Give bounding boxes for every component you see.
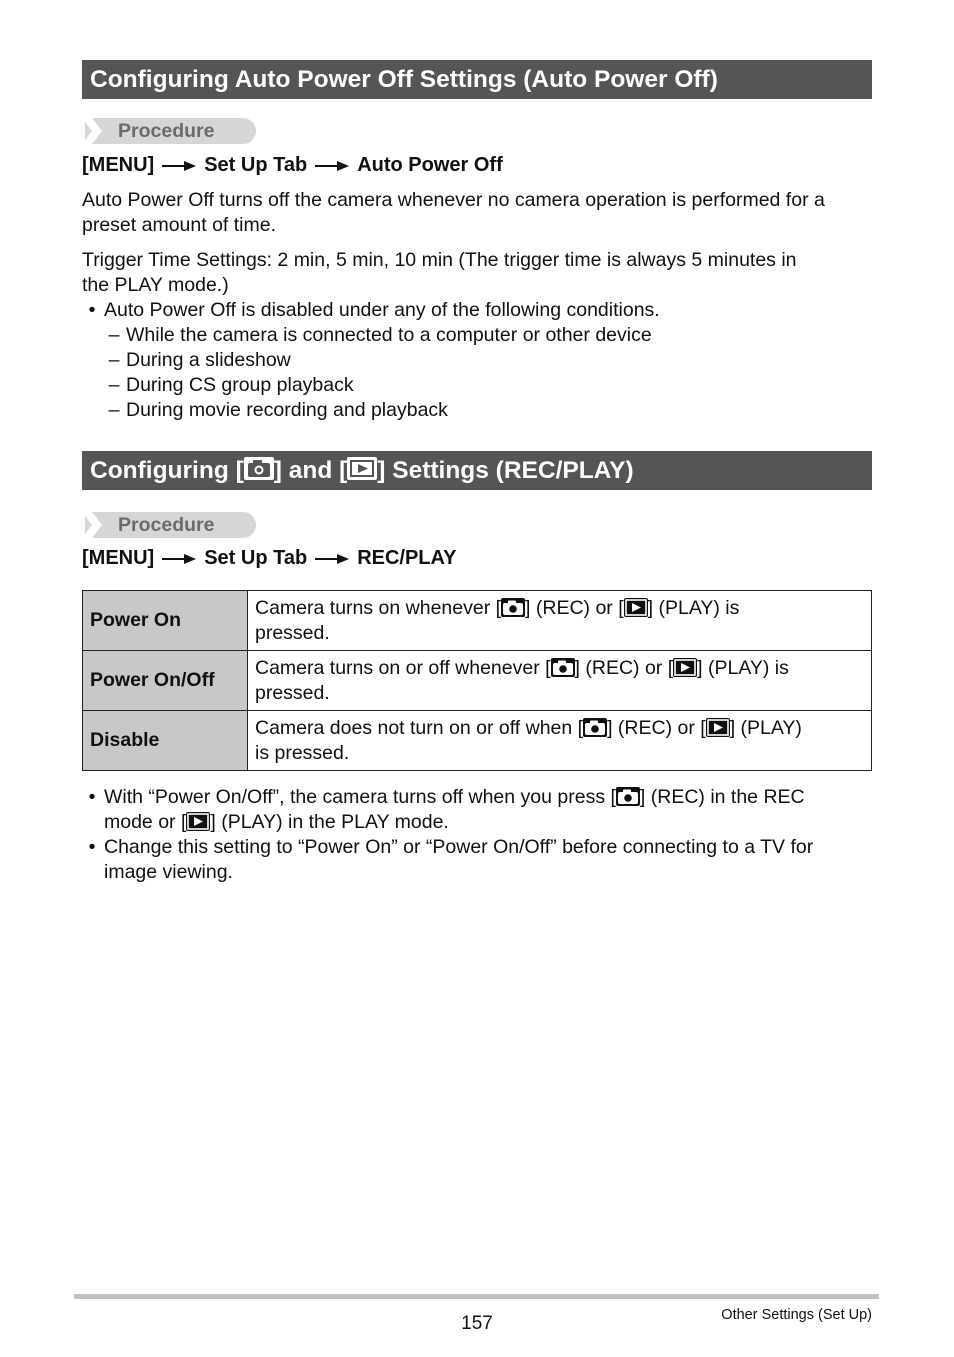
note-item-continued: mode or [ ] (PLAY) in the PLAY mode. <box>104 811 449 833</box>
arrow-right-icon <box>315 160 349 172</box>
footer-divider <box>74 1294 879 1299</box>
note-item-continued: image viewing. <box>104 861 233 883</box>
play-icon <box>347 457 377 480</box>
camera-icon <box>616 787 640 806</box>
menu-path <box>82 154 503 177</box>
chevron-badge-icon <box>82 512 104 538</box>
arrow-right-icon <box>162 160 196 172</box>
menu-path-step: Set Up Tab <box>204 154 308 176</box>
setting-name: Power On/Off <box>83 651 248 711</box>
play-icon <box>673 658 697 677</box>
setting-description: Camera turns on whenever [ ] (REC) or [ ] (PLAY) is pressed. <box>248 591 872 651</box>
procedure-badge <box>82 512 256 538</box>
menu-path-step: REC/PLAY <box>357 547 457 569</box>
chevron-badge-icon <box>82 118 104 144</box>
table-row <box>83 651 872 711</box>
table-row <box>83 711 872 771</box>
menu-path-step: Set Up Tab <box>204 547 308 569</box>
procedure-label: Procedure <box>118 120 215 142</box>
table-row <box>83 591 872 651</box>
arrow-right-icon <box>162 553 196 565</box>
play-icon <box>186 812 210 831</box>
arrow-right-icon <box>315 553 349 565</box>
menu-path <box>82 547 456 570</box>
play-icon <box>624 598 648 617</box>
camera-icon <box>551 658 575 677</box>
camera-icon <box>501 598 525 617</box>
menu-path-step: Auto Power Off <box>357 154 503 176</box>
rec-play-settings-table <box>82 590 872 771</box>
section-heading-auto-power-off: Configuring Auto Power Off Settings (Auto Power Off) <box>82 60 872 99</box>
setting-name: Power On <box>83 591 248 651</box>
camera-icon <box>244 457 274 480</box>
setting-description: Camera turns on or off whenever [ ] (REC) or [ ] (PLAY) is pressed. <box>248 651 872 711</box>
camera-icon <box>583 718 607 737</box>
menu-path-step: [MENU] <box>82 547 155 569</box>
menu-path-step: [MENU] <box>82 154 155 176</box>
setting-description: Camera does not turn on or off when [ ] (REC) or [ ] (PLAY) is pressed. <box>248 711 872 771</box>
trigger-time-text: the PLAY mode.) <box>82 274 229 296</box>
setting-name: Disable <box>83 711 248 771</box>
play-icon <box>706 718 730 737</box>
procedure-label: Procedure <box>118 514 215 536</box>
procedure-badge <box>82 118 256 144</box>
page-number: 157 <box>461 1313 493 1334</box>
section-heading-rec-play: Configuring [ ] and [ ] Settings (REC/PLAY) <box>82 451 872 490</box>
trigger-time-text: Trigger Time Settings: 2 min, 5 min, 10 min (The trigger time is always 5 minutes in <box>82 249 797 271</box>
description-paragraph: Auto Power Off turns off the camera whenever no camera operation is performed for a preset amount of time. <box>82 189 825 236</box>
footer-section-name: Other Settings (Set Up) <box>721 1307 872 1323</box>
